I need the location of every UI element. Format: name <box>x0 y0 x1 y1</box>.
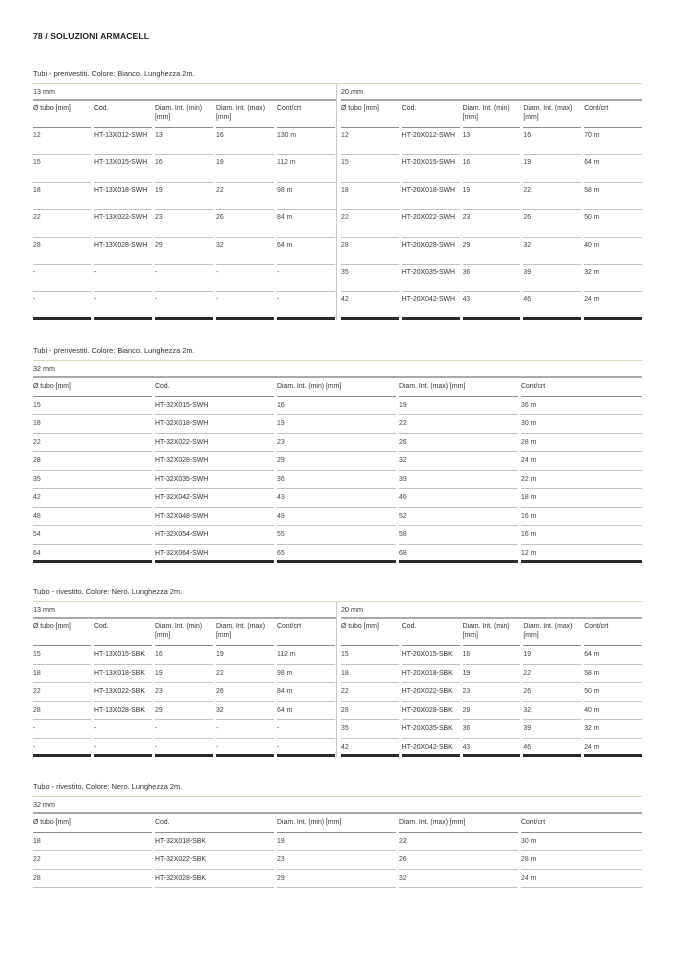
data-table <box>341 619 642 757</box>
cell-pipe-diameter: 22 <box>33 851 152 870</box>
cell-inner-diam-max: 32 <box>399 452 518 471</box>
column-header-pipe-diameter: Ø tubo [mm] <box>33 378 152 397</box>
cell-qty-per-box: 24 m <box>521 870 642 889</box>
cell-qty-per-box: 40 m <box>584 238 642 265</box>
cell-qty-per-box: 18 m <box>521 489 642 508</box>
cell-product-code: - <box>94 720 152 739</box>
data-table <box>33 378 642 563</box>
table-header-row <box>33 378 642 397</box>
cell-pipe-diameter: 22 <box>33 434 152 453</box>
size-title: 13 mm <box>33 87 55 96</box>
cell-inner-diam-min: 29 <box>463 702 521 721</box>
cell-pipe-diameter: 48 <box>33 508 152 527</box>
cell-inner-diam-min: 36 <box>277 471 396 490</box>
cell-inner-diam-max: 26 <box>523 683 581 702</box>
table-row <box>341 128 642 155</box>
table-row <box>341 720 642 739</box>
cell-product-code: - <box>94 265 152 292</box>
table-row <box>33 489 642 508</box>
cell-qty-per-box: 64 m <box>584 646 642 665</box>
cell-inner-diam-max: 16 <box>216 128 274 155</box>
column-header-inner-diam-max: Diam. Int. (max) [mm] <box>399 814 518 833</box>
table-row <box>33 183 336 210</box>
cell-pipe-diameter: 35 <box>341 720 399 739</box>
column-header-qty-per-box: Cont/crt <box>277 101 335 128</box>
cell-inner-diam-max: 22 <box>399 833 518 852</box>
table-row <box>33 265 336 292</box>
column-header-pipe-diameter: Ø tubo [mm] <box>341 619 399 646</box>
cell-inner-diam-min: 29 <box>155 238 213 265</box>
cell-product-code: HT-32X048-SWH <box>155 508 274 527</box>
cell-product-code: HT-32X018-SWH <box>155 415 274 434</box>
cell-inner-diam-max: 52 <box>399 508 518 527</box>
column-header-inner-diam-min: Diam. Int. (min) [mm] <box>155 619 213 646</box>
column-header-inner-diam-max: Diam. Int. (max) [mm] <box>399 378 518 397</box>
cell-product-code: HT-32X054-SWH <box>155 526 274 545</box>
table-header-row <box>341 619 642 646</box>
column-header-qty-per-box: Cont/crt <box>277 619 335 646</box>
table-row <box>33 155 336 182</box>
cell-inner-diam-min: 13 <box>463 128 521 155</box>
cell-pipe-diameter: 28 <box>341 238 399 265</box>
cell-pipe-diameter: 15 <box>341 646 399 665</box>
column-header-inner-diam-max: Diam. Int. (max) [mm] <box>523 619 581 646</box>
cell-inner-diam-max: 22 <box>523 665 581 684</box>
cell-inner-diam-min: 43 <box>277 489 396 508</box>
table-row <box>33 128 336 155</box>
cell-pipe-diameter: 15 <box>33 155 91 182</box>
cell-pipe-diameter: 42 <box>341 292 399 319</box>
cell-pipe-diameter: 28 <box>33 452 152 471</box>
cell-qty-per-box: 50 m <box>584 210 642 237</box>
cell-inner-diam-max: 26 <box>523 210 581 237</box>
cell-inner-diam-min: 19 <box>277 833 396 852</box>
size-title: 32 mm <box>33 800 55 809</box>
table-32mm-black <box>33 797 642 888</box>
table-13mm-white <box>33 84 337 320</box>
cell-qty-per-box: 24 m <box>584 739 642 758</box>
table-row <box>341 702 642 721</box>
column-header-inner-diam-max: Diam. Int. (max) [mm] <box>216 101 274 128</box>
cell-inner-diam-min: 19 <box>463 183 521 210</box>
section-black-32 <box>33 781 642 888</box>
table-row <box>341 265 642 292</box>
table-row <box>33 452 642 471</box>
table-row <box>33 683 336 702</box>
table-header-row <box>33 101 336 128</box>
column-header-inner-diam-max: Diam. Int. (max) [mm] <box>216 619 274 646</box>
cell-pipe-diameter: 15 <box>341 155 399 182</box>
cell-inner-diam-max: - <box>216 739 274 758</box>
column-header-inner-diam-min: Diam. Int. (min) [mm] <box>277 378 396 397</box>
cell-qty-per-box: 70 m <box>584 128 642 155</box>
cell-qty-per-box: 98 m <box>277 183 335 210</box>
cell-inner-diam-min: 16 <box>277 397 396 416</box>
table-row <box>33 646 336 665</box>
size-title: 20 mm <box>341 87 363 96</box>
cell-inner-diam-max: 39 <box>399 471 518 490</box>
table-row <box>33 471 642 490</box>
cell-qty-per-box: 24 m <box>521 452 642 471</box>
cell-product-code: HT-20X015-SWH <box>402 155 460 182</box>
section-black-13-20 <box>33 586 642 757</box>
column-header-product-code: Cod. <box>155 814 274 833</box>
data-table <box>33 101 336 320</box>
cell-qty-per-box: 32 m <box>584 265 642 292</box>
cell-pipe-diameter: - <box>33 265 91 292</box>
cell-inner-diam-max: 26 <box>216 683 274 702</box>
table-row <box>33 739 336 758</box>
cell-pipe-diameter: 18 <box>33 183 91 210</box>
cell-inner-diam-max: 32 <box>523 702 581 721</box>
column-header-product-code: Cod. <box>402 619 460 646</box>
cell-inner-diam-min: 36 <box>463 720 521 739</box>
cell-inner-diam-min: 23 <box>277 851 396 870</box>
cell-pipe-diameter: 15 <box>33 397 152 416</box>
column-header-inner-diam-min: Diam. Int. (min) [mm] <box>277 814 396 833</box>
column-header-pipe-diameter: Ø tubo [mm] <box>33 814 152 833</box>
cell-product-code: - <box>94 739 152 758</box>
cell-product-code: HT-13X018-SBK <box>94 665 152 684</box>
cell-inner-diam-min: 29 <box>277 870 396 889</box>
cell-inner-diam-max: 39 <box>523 265 581 292</box>
size-title: 20 mm <box>341 605 363 614</box>
table-row <box>33 833 642 852</box>
cell-inner-diam-min: 65 <box>277 545 396 564</box>
cell-inner-diam-min: 16 <box>155 155 213 182</box>
cell-product-code: HT-20X022-SWH <box>402 210 460 237</box>
table-row <box>341 646 642 665</box>
cell-inner-diam-min: 23 <box>155 683 213 702</box>
cell-inner-diam-min: 16 <box>463 646 521 665</box>
section-white-13-20 <box>33 68 642 320</box>
cell-inner-diam-min: 19 <box>155 665 213 684</box>
cell-qty-per-box: 28 m <box>521 434 642 453</box>
cell-qty-per-box: 12 m <box>521 545 642 564</box>
cell-pipe-diameter: 12 <box>341 128 399 155</box>
cell-qty-per-box: 16 m <box>521 508 642 527</box>
cell-qty-per-box: 64 m <box>584 155 642 182</box>
cell-inner-diam-max: 32 <box>399 870 518 889</box>
cell-inner-diam-max: 32 <box>216 702 274 721</box>
cell-inner-diam-min: - <box>155 265 213 292</box>
cell-product-code: HT-20X022-SBK <box>402 683 460 702</box>
cell-inner-diam-max: 19 <box>216 155 274 182</box>
cell-inner-diam-max: - <box>216 720 274 739</box>
table-row <box>33 665 336 684</box>
cell-inner-diam-max: 32 <box>216 238 274 265</box>
section-caption: Tubi - prerivestiti. Colore: Bianco. Lunghezza 2m. <box>33 346 195 355</box>
cell-pipe-diameter: 35 <box>341 265 399 292</box>
cell-inner-diam-max: 26 <box>216 210 274 237</box>
column-header-inner-diam-max: Diam. Int. (max) [mm] <box>523 101 581 128</box>
cell-inner-diam-min: 19 <box>463 665 521 684</box>
cell-product-code: HT-13X015-SWH <box>94 155 152 182</box>
cell-product-code: HT-32X035-SWH <box>155 471 274 490</box>
cell-inner-diam-min: - <box>155 739 213 758</box>
cell-qty-per-box: 16 m <box>521 526 642 545</box>
cell-qty-per-box: 64 m <box>277 238 335 265</box>
cell-qty-per-box: 50 m <box>584 683 642 702</box>
table-32mm-white <box>33 361 642 563</box>
column-header-qty-per-box: Cont/crt <box>584 101 642 128</box>
column-header-product-code: Cod. <box>94 619 152 646</box>
cell-qty-per-box: 30 m <box>521 415 642 434</box>
cell-inner-diam-min: 43 <box>463 739 521 758</box>
cell-pipe-diameter: 18 <box>341 183 399 210</box>
table-row <box>341 183 642 210</box>
cell-qty-per-box: 64 m <box>277 702 335 721</box>
cell-product-code: HT-13X012-SWH <box>94 128 152 155</box>
cell-qty-per-box: - <box>277 720 335 739</box>
table-row <box>33 508 642 527</box>
cell-product-code: HT-32X022-SBK <box>155 851 274 870</box>
cell-inner-diam-max: 22 <box>216 665 274 684</box>
data-table <box>33 814 642 888</box>
table-row <box>33 545 642 564</box>
cell-product-code: HT-13X018-SWH <box>94 183 152 210</box>
cell-product-code: HT-13X028-SBK <box>94 702 152 721</box>
cell-inner-diam-min: - <box>155 720 213 739</box>
section-white-32 <box>33 345 642 563</box>
table-row <box>33 526 642 545</box>
table-row <box>33 720 336 739</box>
cell-qty-per-box: 130 m <box>277 128 335 155</box>
cell-inner-diam-max: 26 <box>399 434 518 453</box>
cell-product-code: HT-20X018-SWH <box>402 183 460 210</box>
cell-qty-per-box: 58 m <box>584 183 642 210</box>
cell-inner-diam-min: 23 <box>277 434 396 453</box>
table-row <box>341 739 642 758</box>
cell-product-code: HT-32X022-SWH <box>155 434 274 453</box>
cell-pipe-diameter: - <box>33 739 91 758</box>
cell-pipe-diameter: - <box>33 292 91 319</box>
column-header-pipe-diameter: Ø tubo [mm] <box>33 619 91 646</box>
cell-qty-per-box: 84 m <box>277 210 335 237</box>
cell-pipe-diameter: 18 <box>33 415 152 434</box>
cell-qty-per-box: 32 m <box>584 720 642 739</box>
cell-inner-diam-max: 22 <box>216 183 274 210</box>
size-title: 13 mm <box>33 605 55 614</box>
cell-product-code: HT-20X012-SWH <box>402 128 460 155</box>
column-header-inner-diam-min: Diam. Int. (min) [mm] <box>155 101 213 128</box>
cell-product-code: HT-20X035-SWH <box>402 265 460 292</box>
cell-qty-per-box: 30 m <box>521 833 642 852</box>
cell-inner-diam-max: 19 <box>523 155 581 182</box>
column-header-qty-per-box: Cont/crt <box>521 378 642 397</box>
cell-product-code: HT-13X015-SBK <box>94 646 152 665</box>
cell-product-code: HT-20X028-SBK <box>402 702 460 721</box>
table-20mm-white <box>337 84 642 320</box>
cell-qty-per-box: - <box>277 292 335 319</box>
cell-pipe-diameter: 54 <box>33 526 152 545</box>
section-caption: Tubo - rivestito. Colore: Nero. Lunghezza 2m. <box>33 782 183 791</box>
table-row <box>341 665 642 684</box>
cell-inner-diam-min: 19 <box>277 415 396 434</box>
cell-qty-per-box: 28 m <box>521 851 642 870</box>
cell-qty-per-box: - <box>277 265 335 292</box>
data-table <box>33 619 336 757</box>
column-header-inner-diam-min: Diam. Int. (min) [mm] <box>463 101 521 128</box>
cell-inner-diam-min: 16 <box>155 646 213 665</box>
cell-product-code: HT-32X028-SBK <box>155 870 274 889</box>
cell-pipe-diameter: 64 <box>33 545 152 564</box>
column-header-product-code: Cod. <box>155 378 274 397</box>
cell-inner-diam-min: 36 <box>463 265 521 292</box>
cell-pipe-diameter: 42 <box>341 739 399 758</box>
cell-pipe-diameter: 18 <box>33 665 91 684</box>
page-header: 78 / SOLUZIONI ARMACELL <box>33 31 150 41</box>
table-row <box>33 210 336 237</box>
cell-pipe-diameter: 28 <box>341 702 399 721</box>
cell-pipe-diameter: 22 <box>341 683 399 702</box>
cell-inner-diam-min: 16 <box>463 155 521 182</box>
table-row <box>33 397 642 416</box>
cell-inner-diam-max: 46 <box>399 489 518 508</box>
table-row <box>341 292 642 319</box>
table-13mm-black <box>33 602 337 757</box>
table-header-row <box>341 101 642 128</box>
cell-inner-diam-min: 19 <box>155 183 213 210</box>
cell-inner-diam-min: 29 <box>155 702 213 721</box>
table-row <box>33 870 642 889</box>
cell-product-code: HT-20X018-SBK <box>402 665 460 684</box>
column-header-inner-diam-min: Diam. Int. (min) [mm] <box>463 619 521 646</box>
table-header-row <box>33 814 642 833</box>
cell-inner-diam-min: 13 <box>155 128 213 155</box>
cell-qty-per-box: 24 m <box>584 292 642 319</box>
cell-pipe-diameter: 15 <box>33 646 91 665</box>
cell-pipe-diameter: 28 <box>33 870 152 889</box>
column-header-product-code: Cod. <box>402 101 460 128</box>
cell-inner-diam-min: - <box>155 292 213 319</box>
cell-inner-diam-max: 19 <box>216 646 274 665</box>
cell-product-code: HT-20X028-SWH <box>402 238 460 265</box>
column-header-qty-per-box: Cont/crt <box>521 814 642 833</box>
table-20mm-black <box>337 602 642 757</box>
table-row <box>341 238 642 265</box>
section-caption: Tubi - prerivestiti. Colore: Bianco. Lunghezza 2m. <box>33 69 195 78</box>
cell-product-code: HT-20X042-SWH <box>402 292 460 319</box>
cell-product-code: HT-20X035-SBK <box>402 720 460 739</box>
table-row <box>33 415 642 434</box>
cell-pipe-diameter: 28 <box>33 238 91 265</box>
cell-inner-diam-max: - <box>216 292 274 319</box>
table-header-row <box>33 619 336 646</box>
column-header-pipe-diameter: Ø tubo [mm] <box>341 101 399 128</box>
cell-qty-per-box: 36 m <box>521 397 642 416</box>
cell-pipe-diameter: 18 <box>341 665 399 684</box>
table-row <box>33 434 642 453</box>
cell-qty-per-box: 40 m <box>584 702 642 721</box>
cell-product-code: - <box>94 292 152 319</box>
cell-inner-diam-max: 19 <box>399 397 518 416</box>
table-row <box>341 683 642 702</box>
cell-pipe-diameter: 12 <box>33 128 91 155</box>
cell-inner-diam-min: 49 <box>277 508 396 527</box>
column-header-qty-per-box: Cont/crt <box>584 619 642 646</box>
table-row <box>33 851 642 870</box>
cell-product-code: HT-32X018-SBK <box>155 833 274 852</box>
cell-inner-diam-max: 19 <box>523 646 581 665</box>
cell-inner-diam-min: 23 <box>463 683 521 702</box>
cell-pipe-diameter: 22 <box>33 210 91 237</box>
cell-pipe-diameter: - <box>33 720 91 739</box>
cell-product-code: HT-20X042-SBK <box>402 739 460 758</box>
cell-pipe-diameter: 28 <box>33 702 91 721</box>
table-row <box>33 238 336 265</box>
cell-qty-per-box: - <box>277 739 335 758</box>
cell-qty-per-box: 98 m <box>277 665 335 684</box>
cell-inner-diam-max: 16 <box>523 128 581 155</box>
cell-product-code: HT-32X028-SWH <box>155 452 274 471</box>
cell-inner-diam-min: 23 <box>463 210 521 237</box>
cell-inner-diam-max: 22 <box>399 415 518 434</box>
cell-qty-per-box: 22 m <box>521 471 642 490</box>
cell-inner-diam-max: - <box>216 265 274 292</box>
cell-inner-diam-max: 22 <box>523 183 581 210</box>
cell-inner-diam-max: 26 <box>399 851 518 870</box>
cell-product-code: HT-20X015-SBK <box>402 646 460 665</box>
column-header-product-code: Cod. <box>94 101 152 128</box>
cell-pipe-diameter: 35 <box>33 471 152 490</box>
cell-inner-diam-min: 43 <box>463 292 521 319</box>
cell-inner-diam-min: 23 <box>155 210 213 237</box>
cell-product-code: HT-32X064-SWH <box>155 545 274 564</box>
table-row <box>33 292 336 319</box>
cell-inner-diam-min: 29 <box>463 238 521 265</box>
cell-inner-diam-min: 55 <box>277 526 396 545</box>
cell-product-code: HT-13X022-SBK <box>94 683 152 702</box>
cell-pipe-diameter: 18 <box>33 833 152 852</box>
cell-inner-diam-max: 39 <box>523 720 581 739</box>
cell-inner-diam-max: 68 <box>399 545 518 564</box>
cell-inner-diam-max: 32 <box>523 238 581 265</box>
cell-qty-per-box: 84 m <box>277 683 335 702</box>
cell-pipe-diameter: 42 <box>33 489 152 508</box>
cell-product-code: HT-13X028-SWH <box>94 238 152 265</box>
cell-qty-per-box: 112 m <box>277 155 335 182</box>
cell-product-code: HT-32X042-SWH <box>155 489 274 508</box>
cell-qty-per-box: 58 m <box>584 665 642 684</box>
table-row <box>341 155 642 182</box>
cell-inner-diam-max: 46 <box>523 292 581 319</box>
cell-pipe-diameter: 22 <box>33 683 91 702</box>
size-title: 32 mm <box>33 364 55 373</box>
table-row <box>33 702 336 721</box>
cell-product-code: HT-13X022-SWH <box>94 210 152 237</box>
cell-qty-per-box: 112 m <box>277 646 335 665</box>
cell-inner-diam-min: 29 <box>277 452 396 471</box>
cell-product-code: HT-32X015-SWH <box>155 397 274 416</box>
table-row <box>341 210 642 237</box>
data-table <box>341 101 642 320</box>
cell-pipe-diameter: 22 <box>341 210 399 237</box>
column-header-pipe-diameter: Ø tubo [mm] <box>33 101 91 128</box>
section-caption: Tubo - rivestito. Colore: Nero. Lunghezza 2m. <box>33 587 183 596</box>
cell-inner-diam-max: 46 <box>523 739 581 758</box>
cell-inner-diam-max: 58 <box>399 526 518 545</box>
